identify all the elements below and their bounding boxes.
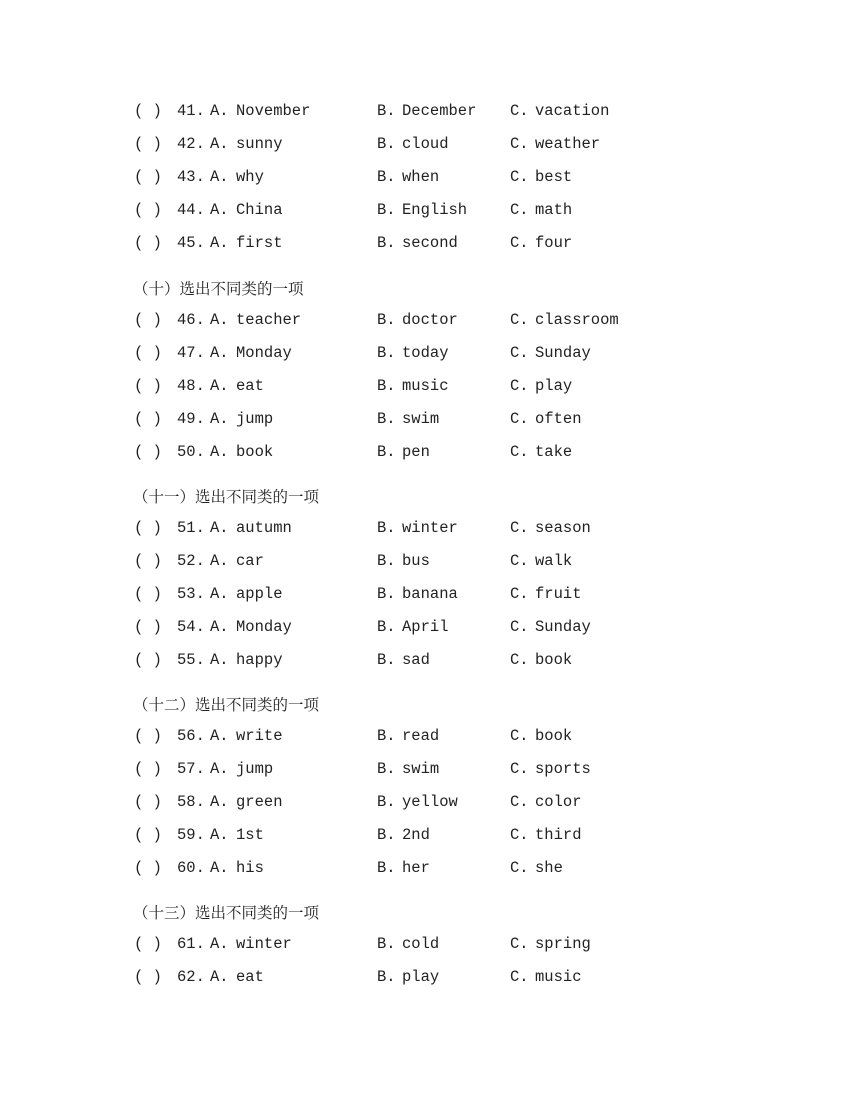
option-c-label: C.	[510, 651, 529, 669]
option-a: car	[236, 552, 264, 570]
answer-blank: ( )	[134, 377, 162, 395]
section-heading: （十三）选出不同类的一项	[133, 904, 320, 922]
answer-blank: ( )	[134, 859, 162, 877]
option-a-label: A.	[210, 377, 229, 395]
option-c-label: C.	[510, 311, 529, 329]
option-c: vacation	[535, 102, 610, 120]
option-a-label: A.	[210, 968, 229, 986]
option-a-label: A.	[210, 443, 229, 461]
option-c: color	[535, 793, 582, 811]
question-row	[0, 760, 860, 780]
option-a-label: A.	[210, 760, 229, 778]
option-b: December	[402, 102, 477, 120]
option-b: doctor	[402, 311, 458, 329]
option-a-label: A.	[210, 651, 229, 669]
option-c: four	[535, 234, 573, 252]
option-b-label: B.	[377, 311, 396, 329]
option-c-label: C.	[510, 552, 529, 570]
answer-blank: ( )	[134, 102, 162, 120]
question-number: 46.	[177, 311, 205, 329]
option-b-label: B.	[377, 102, 396, 120]
option-b: banana	[402, 585, 458, 603]
option-c: sports	[535, 760, 591, 778]
question-row	[0, 935, 860, 955]
option-a: sunny	[236, 135, 283, 153]
option-b: winter	[402, 519, 458, 537]
answer-blank: ( )	[134, 234, 162, 252]
option-c-label: C.	[510, 410, 529, 428]
option-b-label: B.	[377, 935, 396, 953]
option-b-label: B.	[377, 344, 396, 362]
option-b-label: B.	[377, 410, 396, 428]
option-a-label: A.	[210, 344, 229, 362]
option-a: eat	[236, 968, 264, 986]
option-a-label: A.	[210, 618, 229, 636]
option-c: Sunday	[535, 618, 591, 636]
option-a-label: A.	[210, 859, 229, 877]
option-c-label: C.	[510, 826, 529, 844]
option-a-label: A.	[210, 519, 229, 537]
answer-blank: ( )	[134, 618, 162, 636]
option-b: 2nd	[402, 826, 430, 844]
option-b-label: B.	[377, 234, 396, 252]
answer-blank: ( )	[134, 410, 162, 428]
option-c-label: C.	[510, 168, 529, 186]
option-c-label: C.	[510, 135, 529, 153]
option-a: first	[236, 234, 283, 252]
option-b-label: B.	[377, 859, 396, 877]
option-b-label: B.	[377, 585, 396, 603]
option-a: book	[236, 443, 274, 461]
question-number: 54.	[177, 618, 205, 636]
question-number: 58.	[177, 793, 205, 811]
option-a: his	[236, 859, 264, 877]
answer-blank: ( )	[134, 585, 162, 603]
option-c: often	[535, 410, 582, 428]
option-b-label: B.	[377, 727, 396, 745]
question-number: 48.	[177, 377, 205, 395]
question-row	[0, 443, 860, 463]
option-a: green	[236, 793, 283, 811]
question-number: 61.	[177, 935, 205, 953]
question-number: 51.	[177, 519, 205, 537]
answer-blank: ( )	[134, 443, 162, 461]
option-b-label: B.	[377, 201, 396, 219]
option-a: China	[236, 201, 283, 219]
option-c: take	[535, 443, 573, 461]
question-number: 42.	[177, 135, 205, 153]
option-b: cloud	[402, 135, 449, 153]
answer-blank: ( )	[134, 552, 162, 570]
option-b: swim	[402, 410, 440, 428]
option-b-label: B.	[377, 519, 396, 537]
option-a-label: A.	[210, 135, 229, 153]
answer-blank: ( )	[134, 727, 162, 745]
option-c: season	[535, 519, 591, 537]
option-b-label: B.	[377, 793, 396, 811]
option-b-label: B.	[377, 826, 396, 844]
option-c: she	[535, 859, 563, 877]
option-c: music	[535, 968, 582, 986]
option-b-label: B.	[377, 168, 396, 186]
question-row	[0, 201, 860, 221]
option-a-label: A.	[210, 935, 229, 953]
answer-blank: ( )	[134, 344, 162, 362]
option-a-label: A.	[210, 168, 229, 186]
option-a-label: A.	[210, 410, 229, 428]
option-c-label: C.	[510, 585, 529, 603]
option-c: weather	[535, 135, 601, 153]
option-a: happy	[236, 651, 283, 669]
option-a: why	[236, 168, 264, 186]
question-number: 47.	[177, 344, 205, 362]
answer-blank: ( )	[134, 168, 162, 186]
option-a: Monday	[236, 344, 292, 362]
question-number: 43.	[177, 168, 205, 186]
option-c: third	[535, 826, 582, 844]
option-c-label: C.	[510, 344, 529, 362]
question-row	[0, 552, 860, 572]
option-a: Monday	[236, 618, 292, 636]
option-b-label: B.	[377, 552, 396, 570]
option-b-label: B.	[377, 618, 396, 636]
option-a: eat	[236, 377, 264, 395]
question-number: 41.	[177, 102, 205, 120]
option-a-label: A.	[210, 234, 229, 252]
answer-blank: ( )	[134, 135, 162, 153]
option-c-label: C.	[510, 968, 529, 986]
question-row	[0, 968, 860, 988]
option-a: jump	[236, 760, 274, 778]
option-c: Sunday	[535, 344, 591, 362]
option-c: math	[535, 201, 573, 219]
option-a: teacher	[236, 311, 302, 329]
answer-blank: ( )	[134, 651, 162, 669]
answer-blank: ( )	[134, 826, 162, 844]
question-number: 45.	[177, 234, 205, 252]
answer-blank: ( )	[134, 793, 162, 811]
option-c: classroom	[535, 311, 619, 329]
option-c-label: C.	[510, 102, 529, 120]
option-a: November	[236, 102, 311, 120]
option-c-label: C.	[510, 935, 529, 953]
option-b: when	[402, 168, 440, 186]
question-number: 52.	[177, 552, 205, 570]
answer-blank: ( )	[134, 968, 162, 986]
question-row	[0, 585, 860, 605]
option-c-label: C.	[510, 793, 529, 811]
question-number: 56.	[177, 727, 205, 745]
question-row	[0, 618, 860, 638]
question-number: 62.	[177, 968, 205, 986]
option-b-label: B.	[377, 968, 396, 986]
option-c-label: C.	[510, 727, 529, 745]
option-c: book	[535, 727, 573, 745]
answer-blank: ( )	[134, 935, 162, 953]
question-number: 49.	[177, 410, 205, 428]
question-number: 60.	[177, 859, 205, 877]
question-number: 55.	[177, 651, 205, 669]
question-row	[0, 344, 860, 364]
option-b: today	[402, 344, 449, 362]
option-c-label: C.	[510, 377, 529, 395]
option-b: bus	[402, 552, 430, 570]
option-a: winter	[236, 935, 292, 953]
option-a-label: A.	[210, 201, 229, 219]
option-a-label: A.	[210, 793, 229, 811]
option-b: pen	[402, 443, 430, 461]
option-c-label: C.	[510, 760, 529, 778]
question-row	[0, 234, 860, 254]
option-b-label: B.	[377, 760, 396, 778]
question-row	[0, 519, 860, 539]
question-number: 53.	[177, 585, 205, 603]
option-c: play	[535, 377, 573, 395]
question-row	[0, 311, 860, 331]
question-number: 59.	[177, 826, 205, 844]
option-a: 1st	[236, 826, 264, 844]
option-b: swim	[402, 760, 440, 778]
answer-blank: ( )	[134, 201, 162, 219]
option-a-label: A.	[210, 585, 229, 603]
option-a-label: A.	[210, 552, 229, 570]
option-a: autumn	[236, 519, 292, 537]
option-b: her	[402, 859, 430, 877]
question-row	[0, 859, 860, 879]
question-number: 44.	[177, 201, 205, 219]
option-c: spring	[535, 935, 591, 953]
option-c: fruit	[535, 585, 582, 603]
option-a: jump	[236, 410, 274, 428]
option-c-label: C.	[510, 519, 529, 537]
question-row	[0, 377, 860, 397]
question-number: 50.	[177, 443, 205, 461]
option-c-label: C.	[510, 859, 529, 877]
option-a-label: A.	[210, 727, 229, 745]
option-c: book	[535, 651, 573, 669]
question-row	[0, 410, 860, 430]
option-c-label: C.	[510, 234, 529, 252]
section-heading: （十二）选出不同类的一项	[133, 696, 320, 714]
option-a: apple	[236, 585, 283, 603]
option-c-label: C.	[510, 201, 529, 219]
option-b-label: B.	[377, 443, 396, 461]
question-row	[0, 727, 860, 747]
answer-blank: ( )	[134, 519, 162, 537]
question-row	[0, 826, 860, 846]
option-b: cold	[402, 935, 440, 953]
option-b: play	[402, 968, 440, 986]
option-b-label: B.	[377, 135, 396, 153]
option-b: April	[402, 618, 449, 636]
option-b: read	[402, 727, 440, 745]
option-b-label: B.	[377, 651, 396, 669]
answer-blank: ( )	[134, 311, 162, 329]
option-a-label: A.	[210, 311, 229, 329]
question-row	[0, 135, 860, 155]
option-b: second	[402, 234, 458, 252]
option-b: sad	[402, 651, 430, 669]
option-c: best	[535, 168, 573, 186]
option-b: English	[402, 201, 468, 219]
option-c-label: C.	[510, 618, 529, 636]
option-a-label: A.	[210, 826, 229, 844]
section-heading: （十一）选出不同类的一项	[133, 488, 320, 506]
option-a: write	[236, 727, 283, 745]
section-heading: （十）选出不同类的一项	[133, 280, 304, 298]
option-b-label: B.	[377, 377, 396, 395]
option-c: walk	[535, 552, 573, 570]
question-row	[0, 651, 860, 671]
option-b: yellow	[402, 793, 458, 811]
answer-blank: ( )	[134, 760, 162, 778]
option-b: music	[402, 377, 449, 395]
option-a-label: A.	[210, 102, 229, 120]
question-row	[0, 168, 860, 188]
option-c-label: C.	[510, 443, 529, 461]
question-row	[0, 102, 860, 122]
question-number: 57.	[177, 760, 205, 778]
question-row	[0, 793, 860, 813]
